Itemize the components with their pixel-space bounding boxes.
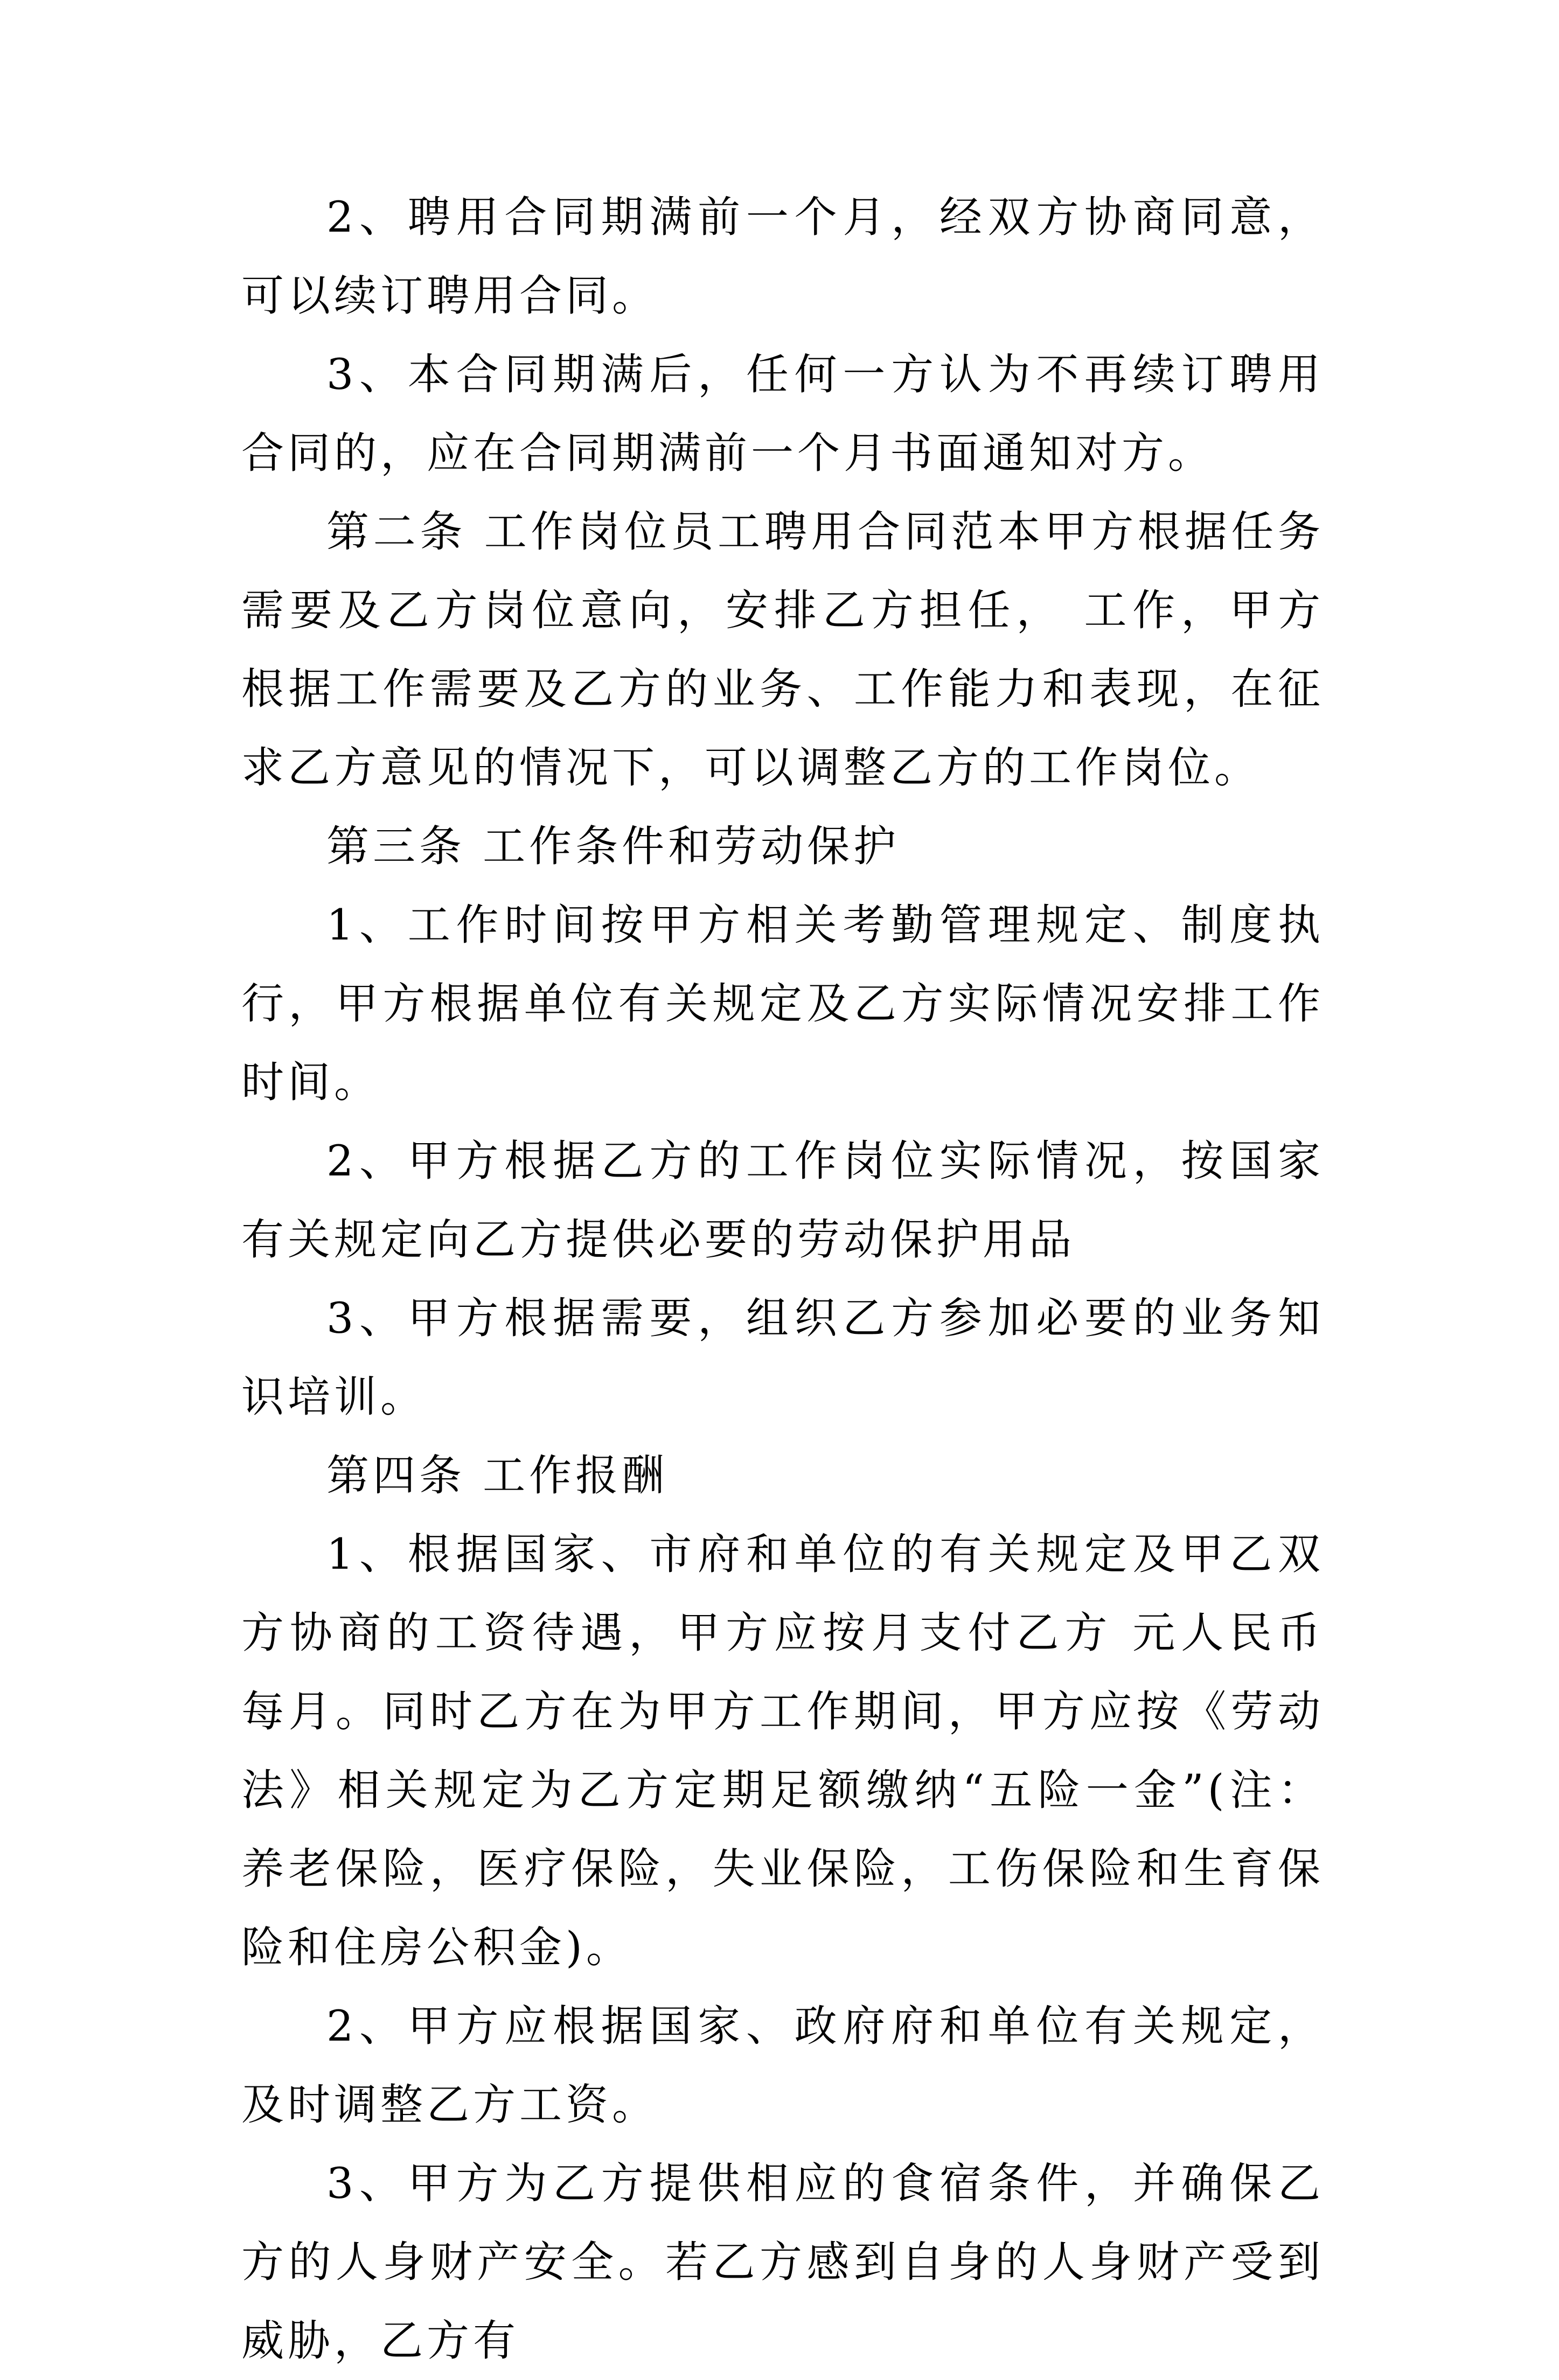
paragraph-article-2-position: 第二条 工作岗位员工聘用合同范本甲方根据任务需要及乙方岗位意向，安排乙方担任， 工作，甲方根据工作需要及乙方的业务、工作能力和表现，在征求乙方意见的情况下，可以调整乙方的工作岗位。 [241, 507, 1324, 792]
heading-article-3: 第三条 工作条件和劳动保护 [326, 822, 900, 871]
paragraph-salary-adjustment: 2、甲方应根据国家、政府府和单位有关规定，及时调整乙方工资。 [241, 2001, 1324, 2130]
paragraph-salary-insurance: 1、根据国家、市府和单位的有关规定及甲乙双方协商的工资待遇，甲方应按月支付乙方 元人民币每月。同时乙方在为甲方工作期间，甲方应按《劳动法》相关规定为乙方定期足额缴纳“五险一金”(注：养老保险，医疗保险，失业保险，工伤保险和生育保险和住房公积金)。 [241, 1529, 1324, 1972]
paragraph-labor-protection: 2、甲方根据乙方的工作岗位实际情况，按国家有关规定向乙方提供必要的劳动保护用品 [241, 1136, 1324, 1264]
paragraph-renewal: 2、聘用合同期满前一个月，经双方协商同意，可以续订聘用合同。 [241, 192, 1324, 321]
document-body [241, 178, 1324, 2380]
paragraph-working-hours: 1、工作时间按甲方相关考勤管理规定、制度执行，甲方根据单位有关规定及乙方实际情况安排工作时间。 [241, 900, 1324, 1107]
heading-article-4: 第四条 工作报酬 [326, 1451, 669, 1500]
paragraph-training: 3、甲方根据需要，组织乙方参加必要的业务知识培训。 [241, 1293, 1324, 1422]
paragraph-expiry-notice: 3、本合同期满后，任何一方认为不再续订聘用合同的，应在合同期满前一个月书面通知对方。 [241, 350, 1324, 478]
paragraph-accommodation-safety: 3、甲方为乙方提供相应的食宿条件，并确保乙方的人身财产安全。若乙方感到自身的人身财产受到威胁，乙方有 [241, 2159, 1324, 2365]
